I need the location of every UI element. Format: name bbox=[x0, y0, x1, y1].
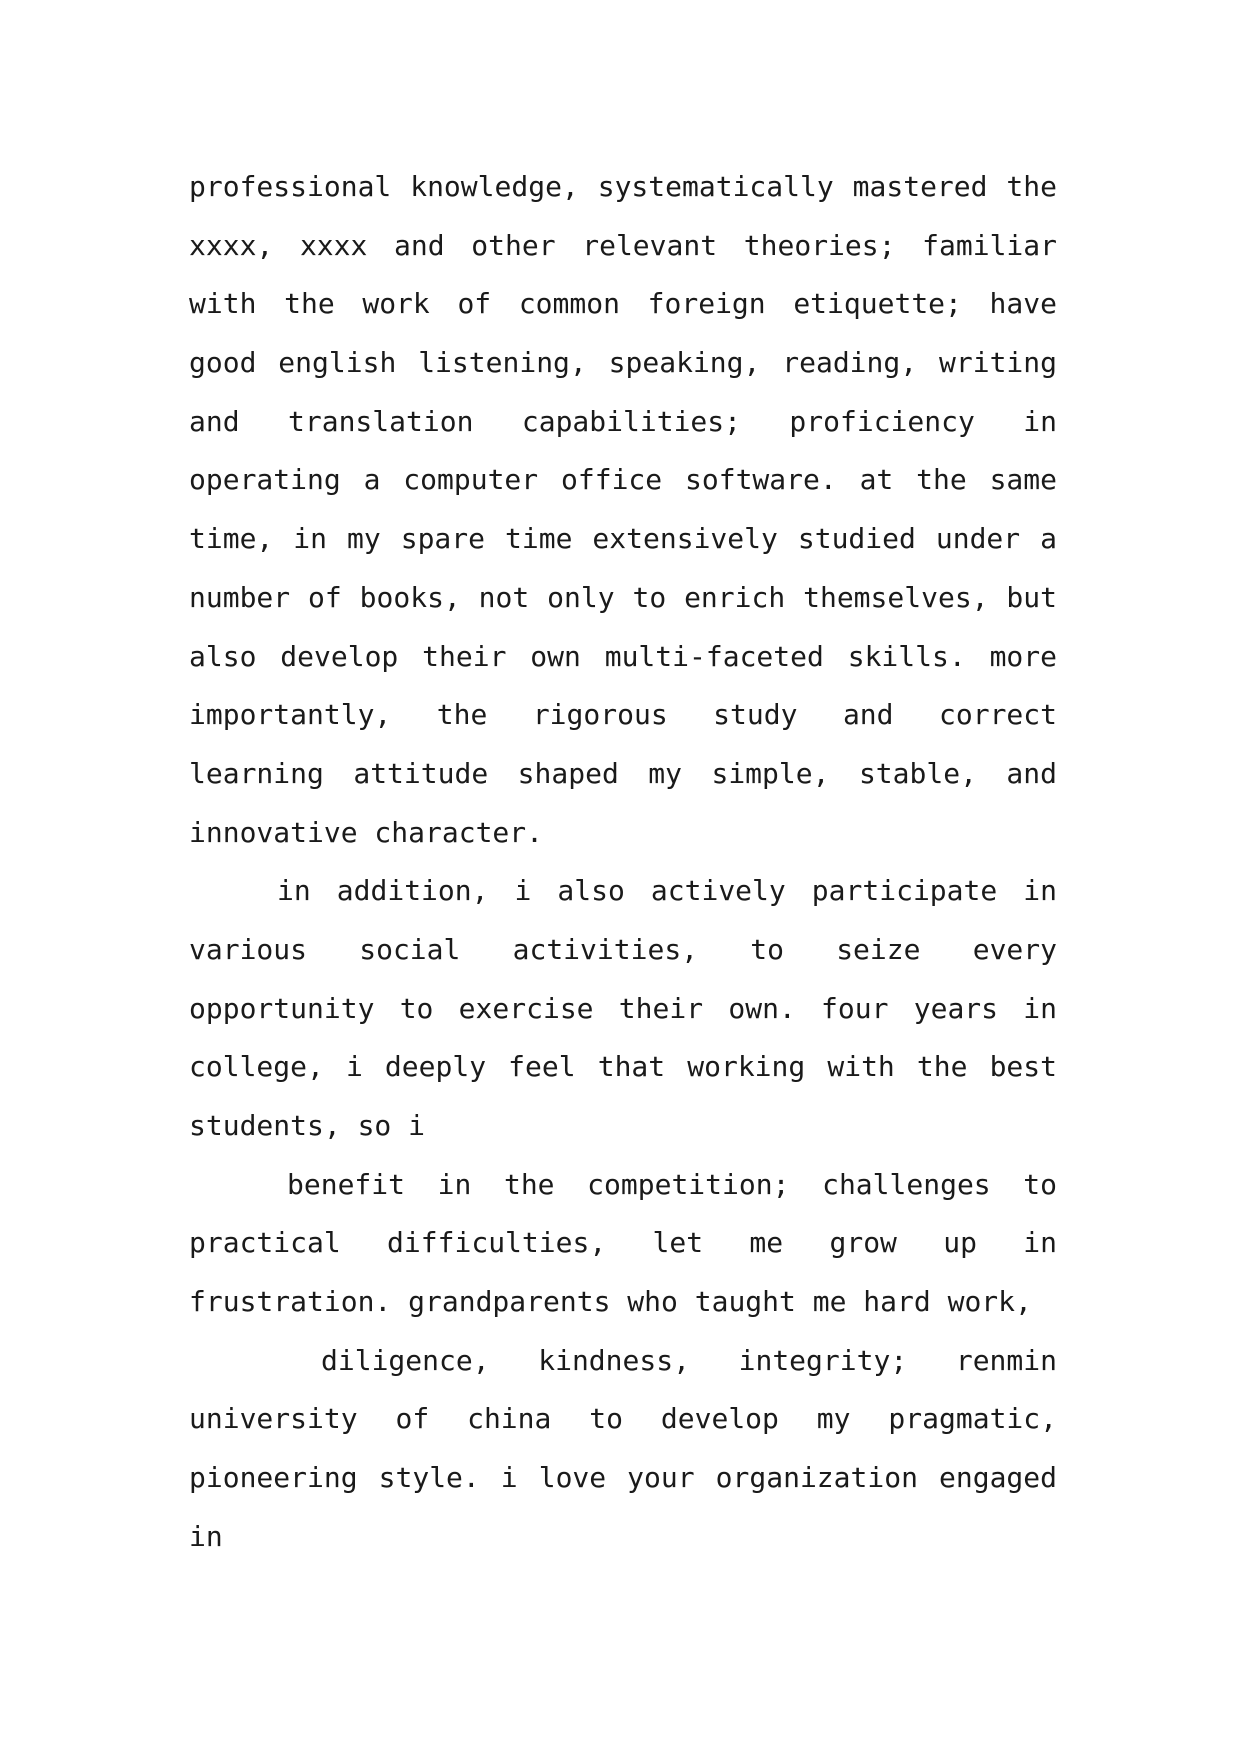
text-line: time, in my spare time extensively studied under a bbox=[189, 522, 1057, 556]
text-line: good english listening, speaking, reading, writing bbox=[189, 346, 1057, 380]
text-line: xxxx, xxxx and other relevant theories; familiar bbox=[189, 228, 1057, 262]
text-line: frustration. grandparents who taught me hard work, bbox=[189, 1285, 1032, 1319]
text-line: opportunity to exercise their own. four years in bbox=[189, 991, 1057, 1025]
text-line: university of china to develop my pragmatic, bbox=[189, 1402, 1057, 1436]
text-line: number of books, not only to enrich themselves, but bbox=[189, 580, 1057, 614]
text-line: also develop their own multi-faceted skills. more bbox=[189, 639, 1057, 673]
text-line: diligence, kindness, integrity; renmin bbox=[321, 1343, 1057, 1377]
text-line: professional knowledge, systematically mastered the bbox=[189, 170, 1057, 203]
text-line: and translation capabilities; proficiency in bbox=[189, 404, 1057, 438]
text-line: benefit in the competition; challenges to bbox=[287, 1167, 1057, 1201]
text-line: in addition, i also actively participate in bbox=[277, 874, 1057, 908]
body-text bbox=[189, 158, 1057, 1567]
text-line: practical difficulties, let me grow up in bbox=[189, 1226, 1057, 1260]
text-line: innovative character. bbox=[189, 815, 544, 849]
text-line: students, so i bbox=[189, 1109, 426, 1142]
text-line: learning attitude shaped my simple, stable, and bbox=[189, 756, 1057, 790]
text-line: importantly, the rigorous study and correct bbox=[189, 698, 1057, 732]
text-line: pioneering style. i love your organization engaged bbox=[189, 1461, 1057, 1495]
text-line: with the work of common foreign etiquette; have bbox=[189, 287, 1057, 321]
text-line: operating a computer office software. at the same bbox=[189, 463, 1057, 497]
text-line: various social activities, to seize every bbox=[189, 932, 1057, 966]
text-line: college, i deeply feel that working with the best bbox=[189, 1050, 1057, 1084]
text-line: in bbox=[189, 1519, 223, 1553]
